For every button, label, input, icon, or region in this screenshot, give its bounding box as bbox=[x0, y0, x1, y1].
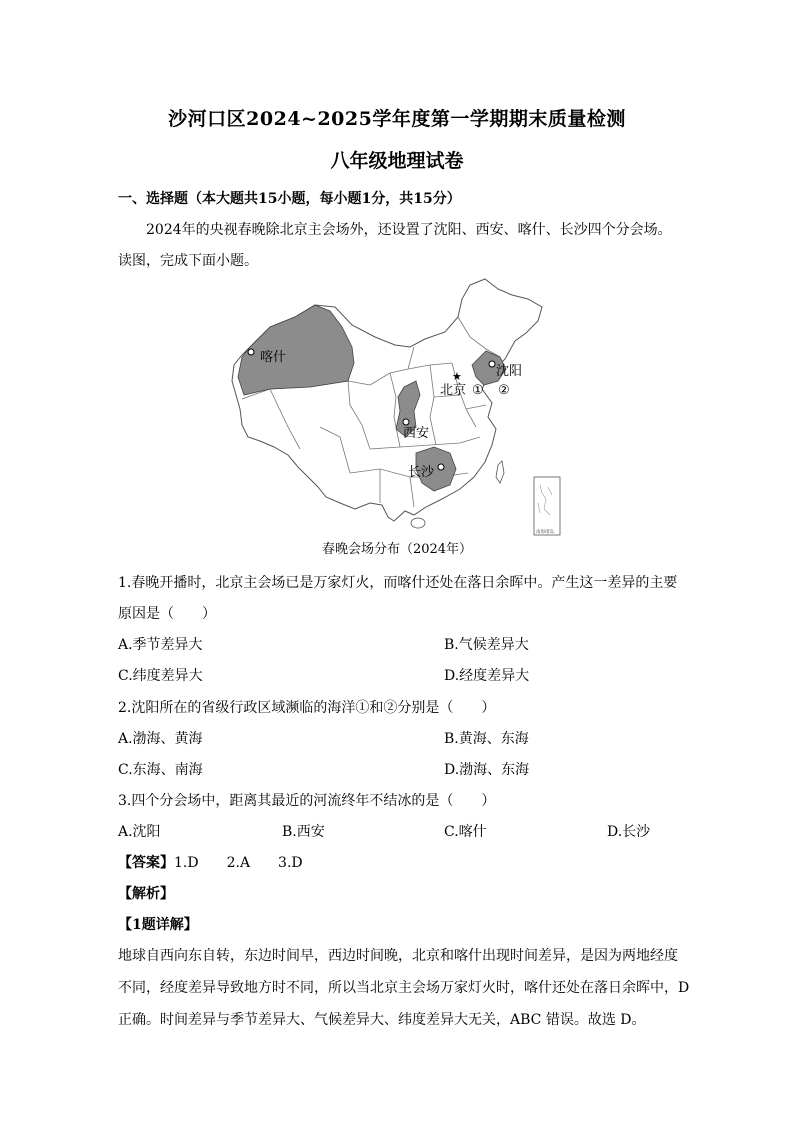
xian-marker bbox=[403, 419, 409, 425]
detail-label: 【1题详解】 bbox=[118, 917, 198, 933]
inset-label: 南海诸岛 bbox=[536, 530, 554, 535]
explanation-line-1: 地球自西向东自转，东边时间早，西边时间晚，北京和喀什出现时间差异，是因为两地经度 bbox=[118, 948, 678, 964]
explanation-line-3: 正确。时间差异与季节差异大、气候差异大、纬度差异大无关，ABC 错误。故选 D。 bbox=[118, 1012, 646, 1028]
kashi-label: 喀什 bbox=[260, 350, 287, 365]
hainan-island bbox=[411, 518, 425, 528]
shenyang-marker bbox=[489, 361, 495, 367]
beijing-star-icon: ★ bbox=[452, 370, 462, 383]
q2-stem: 2.沈阳所在的省级行政区域濒临的海洋①和②分别是（ ） bbox=[118, 700, 496, 716]
q3-option-c: C.喀什 bbox=[444, 824, 487, 840]
q2-option-a: A.渤海、黄海 bbox=[118, 731, 203, 747]
exam-title: 沙河口区2024~2025学年度第一学期期末质量检测 bbox=[168, 108, 626, 130]
q1-option-a: A.季节差异大 bbox=[118, 637, 203, 653]
q3-stem: 3.四个分会场中，距离其最近的河流终年不结冰的是（ ） bbox=[118, 793, 496, 809]
q3-option-a: A.沈阳 bbox=[118, 824, 161, 840]
china-venue-map bbox=[230, 277, 564, 539]
exam-subtitle: 八年级地理试卷 bbox=[330, 150, 464, 172]
changsha-marker bbox=[438, 464, 444, 470]
q3-option-b: B.西安 bbox=[282, 824, 325, 840]
answer-values: 1.D 2.A 3.D bbox=[174, 855, 303, 871]
q1-option-b: B.气候差异大 bbox=[444, 637, 529, 653]
shenyang-label: 沈阳 bbox=[496, 364, 523, 379]
q2-option-d: D.渤海、东海 bbox=[444, 762, 530, 778]
sea-2-label: ② bbox=[498, 383, 510, 398]
intro-line-2: 读图，完成下面小题。 bbox=[118, 253, 258, 269]
answer-line bbox=[118, 852, 303, 872]
taiwan-island bbox=[496, 461, 504, 483]
china-outline bbox=[232, 279, 542, 521]
changsha-label: 长沙 bbox=[408, 465, 435, 480]
answer-label: 【答案】 bbox=[118, 855, 174, 871]
map-caption: 春晚会场分布（2024年） bbox=[321, 542, 473, 557]
q1-stem-1: 1.春晚开播时，北京主会场已是万家灯火，而喀什还处在落日余晖中。产生这一差异的主要 bbox=[118, 575, 678, 591]
q1-option-d: D.经度差异大 bbox=[444, 668, 530, 684]
q1-stem-2: 原因是（ ） bbox=[118, 606, 216, 622]
kashi-marker bbox=[248, 349, 254, 355]
q2-option-c: C.东海、南海 bbox=[118, 762, 203, 778]
sea-1-label: ① bbox=[472, 383, 484, 398]
q1-option-c: C.纬度差异大 bbox=[118, 668, 203, 684]
q3-option-d: D.长沙 bbox=[607, 824, 651, 840]
section-heading: 一、选择题（本大题共15小题，每小题1分，共15分） bbox=[118, 191, 461, 207]
analysis-label: 【解析】 bbox=[118, 886, 174, 902]
q2-option-b: B.黄海、东海 bbox=[444, 731, 529, 747]
intro-line-1: 2024年的央视春晚除北京主会场外，还设置了沈阳、西安、喀什、长沙四个分会场。 bbox=[146, 222, 672, 238]
explanation-line-2: 不同，经度差异导致地方时不同，所以当北京主会场万家灯火时，喀什还处在落日余晖中，D bbox=[118, 980, 690, 996]
beijing-label: 北京 bbox=[440, 383, 467, 398]
south-sea-inset bbox=[534, 477, 560, 535]
xian-label: 西安 bbox=[403, 426, 430, 441]
